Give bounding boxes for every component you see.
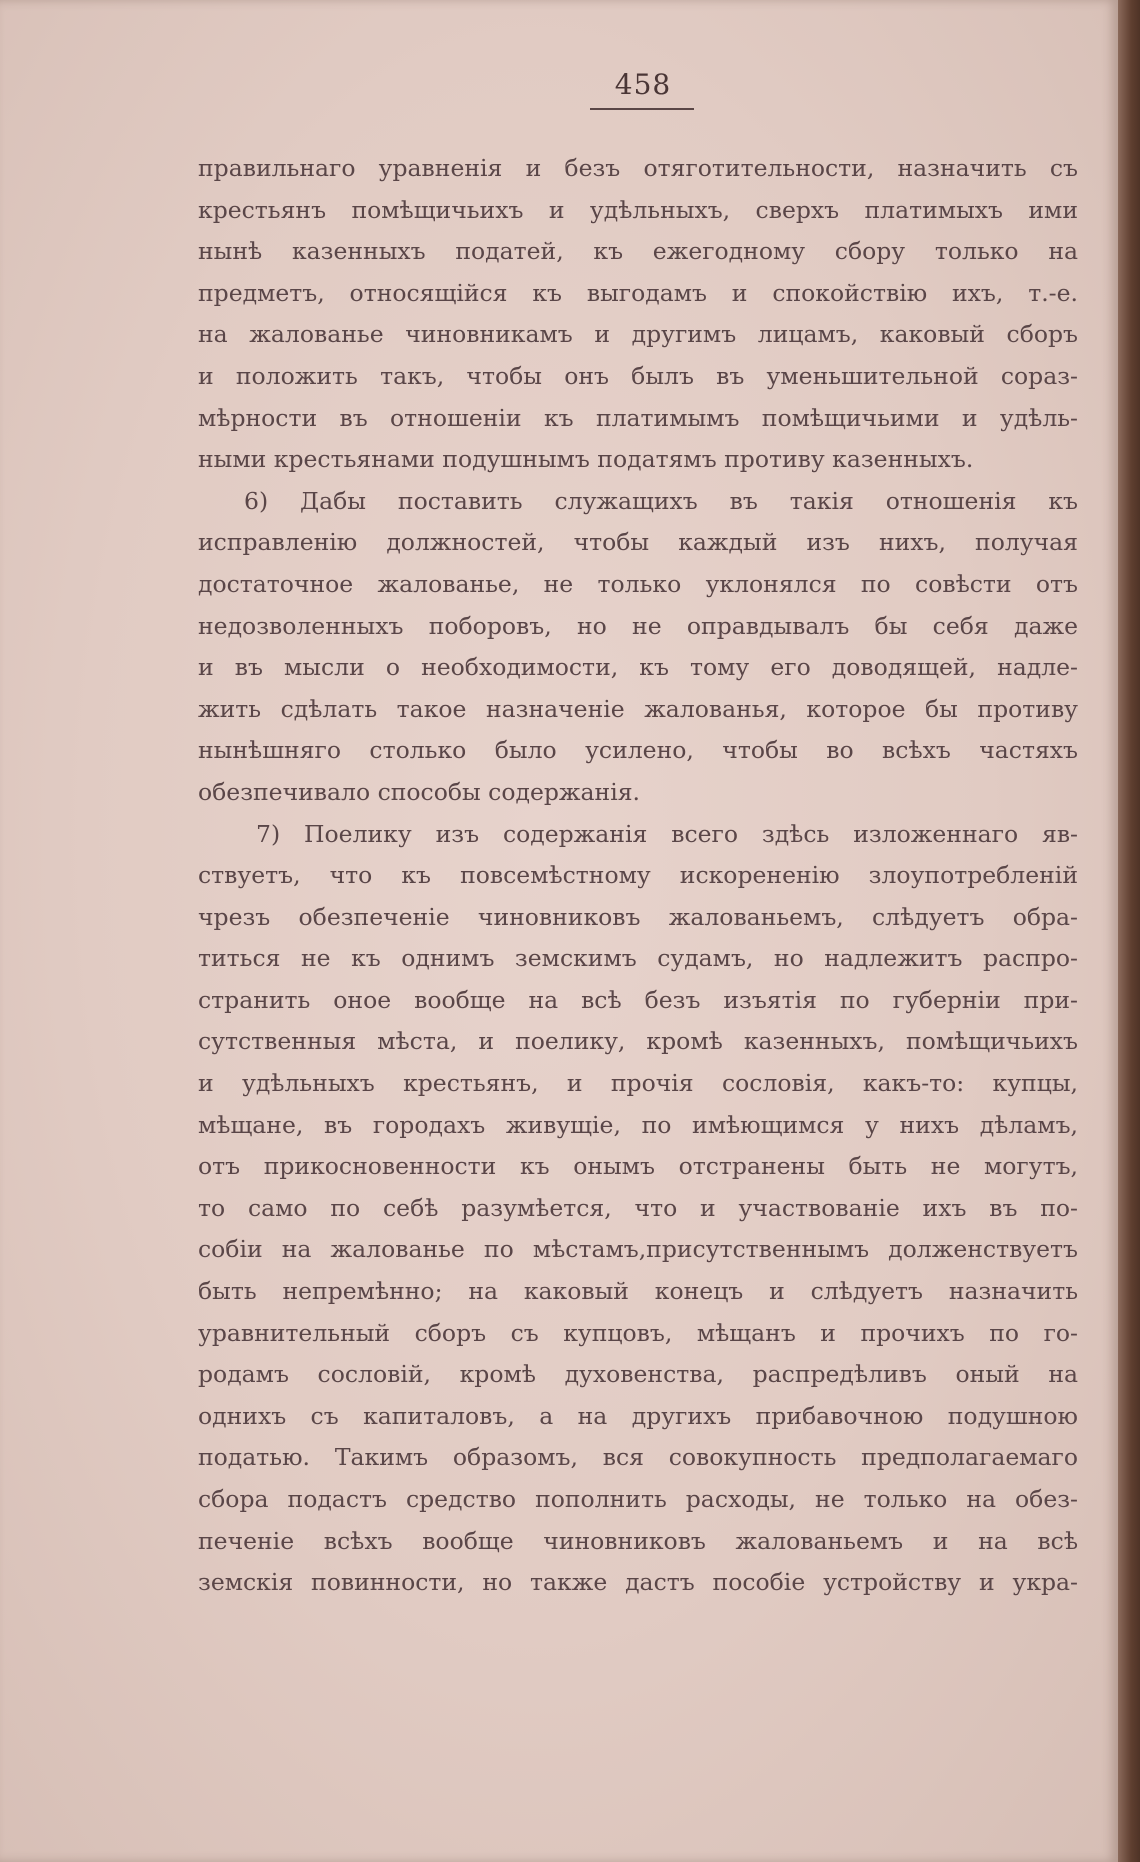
text-line: мѣщане, въ городахъ живущіе, по имѣющимся у нихъ дѣламъ, bbox=[198, 1110, 1078, 1139]
paragraph-7-start: 7) Поелику изъ содержанія всего здѣсь изложеннаго яв- bbox=[256, 819, 1078, 848]
text-line: достаточное жалованье, не только уклонялся по совѣсти отъ bbox=[198, 569, 1078, 598]
paragraph-6-start: 6) Дабы поставить служащихъ въ такія отношенія къ bbox=[244, 486, 1078, 515]
page-number: 458 bbox=[614, 68, 672, 101]
text-line: родамъ сословій, кромѣ духовенства, распредѣливъ оный на bbox=[198, 1360, 1078, 1389]
book-page-edge bbox=[1118, 0, 1140, 1862]
text-line: мѣрности въ отношеніи къ платимымъ помѣщичьими и удѣль- bbox=[198, 403, 1078, 432]
text-line: и въ мысли о необходимости, къ тому его доводящей, надле- bbox=[198, 653, 1078, 682]
text-line: однихъ съ капиталовъ, а на другихъ прибавочною подушною bbox=[198, 1401, 1078, 1430]
text-line: земскія повинности, но также дастъ пособіе устройству и укра- bbox=[198, 1568, 1078, 1597]
text-line: и положить такъ, чтобы онъ былъ въ уменьшительной сораз- bbox=[198, 361, 1078, 390]
text-line: нынѣшняго столько было усилено, чтобы во всѣхъ частяхъ bbox=[198, 736, 1078, 765]
text-line: обезпечивало способы содержанія. bbox=[198, 777, 641, 806]
text-line: ными крестьянами подушнымъ податямъ противу казенныхъ. bbox=[198, 445, 974, 474]
body-text bbox=[198, 148, 1078, 1604]
text-line: на жалованье чиновникамъ и другимъ лицамъ, каковый сборъ bbox=[198, 320, 1078, 349]
text-line: чрезъ обезпеченіе чиновниковъ жалованьемъ, слѣдуетъ обра- bbox=[198, 902, 1078, 931]
text-line: странить оное вообще на всѣ безъ изъятія по губерніи при- bbox=[198, 985, 1078, 1014]
text-line: исправленію должностей, чтобы каждый изъ нихъ, получая bbox=[198, 528, 1078, 557]
text-line: и удѣльныхъ крестьянъ, и прочія сословія, какъ-то: купцы, bbox=[198, 1069, 1078, 1098]
text-line: крестьянъ помѣщичьихъ и удѣльныхъ, сверхъ платимыхъ ими bbox=[198, 195, 1078, 224]
text-line: печеніе всѣхъ вообще чиновниковъ жалованьемъ и на всѣ bbox=[198, 1526, 1078, 1555]
text-line: предметъ, относящійся къ выгодамъ и спокойствію ихъ, т.-е. bbox=[198, 278, 1078, 307]
text-line: правильнаго уравненія и безъ отяготительности, назначить съ bbox=[198, 154, 1078, 182]
text-line: отъ прикосновенности къ онымъ отстранены быть не могутъ, bbox=[198, 1152, 1078, 1181]
text-line: нынѣ казенныхъ податей, къ ежегодному сбору только на bbox=[198, 237, 1078, 266]
text-line: то само по себѣ разумѣется, что и участвованіе ихъ въ по- bbox=[198, 1193, 1078, 1222]
text-line: ствуетъ, что къ повсемѣстному искорененію злоупотребленій bbox=[198, 861, 1078, 890]
text-line: уравнительный сборъ съ купцовъ, мѣщанъ и прочихъ по го- bbox=[198, 1318, 1078, 1347]
text-line: титься не къ однимъ земскимъ судамъ, но надлежитъ распро- bbox=[198, 944, 1078, 973]
text-line: жить сдѣлать такое назначеніе жалованья, которое бы противу bbox=[198, 694, 1078, 723]
page-number-rule bbox=[590, 108, 694, 110]
text-line: сбора подастъ средство пополнить расходы, не только на обез- bbox=[198, 1485, 1078, 1513]
text-line: сутственныя мѣста, и поелику, кромѣ казенныхъ, помѣщичьихъ bbox=[198, 1027, 1078, 1056]
text-line: собіи на жалованье по мѣстамъ,присутственнымъ долженствуетъ bbox=[198, 1235, 1078, 1264]
text-line: недозволенныхъ поборовъ, но не оправдывалъ бы себя даже bbox=[198, 611, 1078, 640]
text-line: податью. Такимъ образомъ, вся совокупность предполагаемаго bbox=[198, 1443, 1078, 1472]
text-line: быть непремѣнно; на каковый конецъ и слѣдуетъ назначить bbox=[198, 1277, 1078, 1306]
